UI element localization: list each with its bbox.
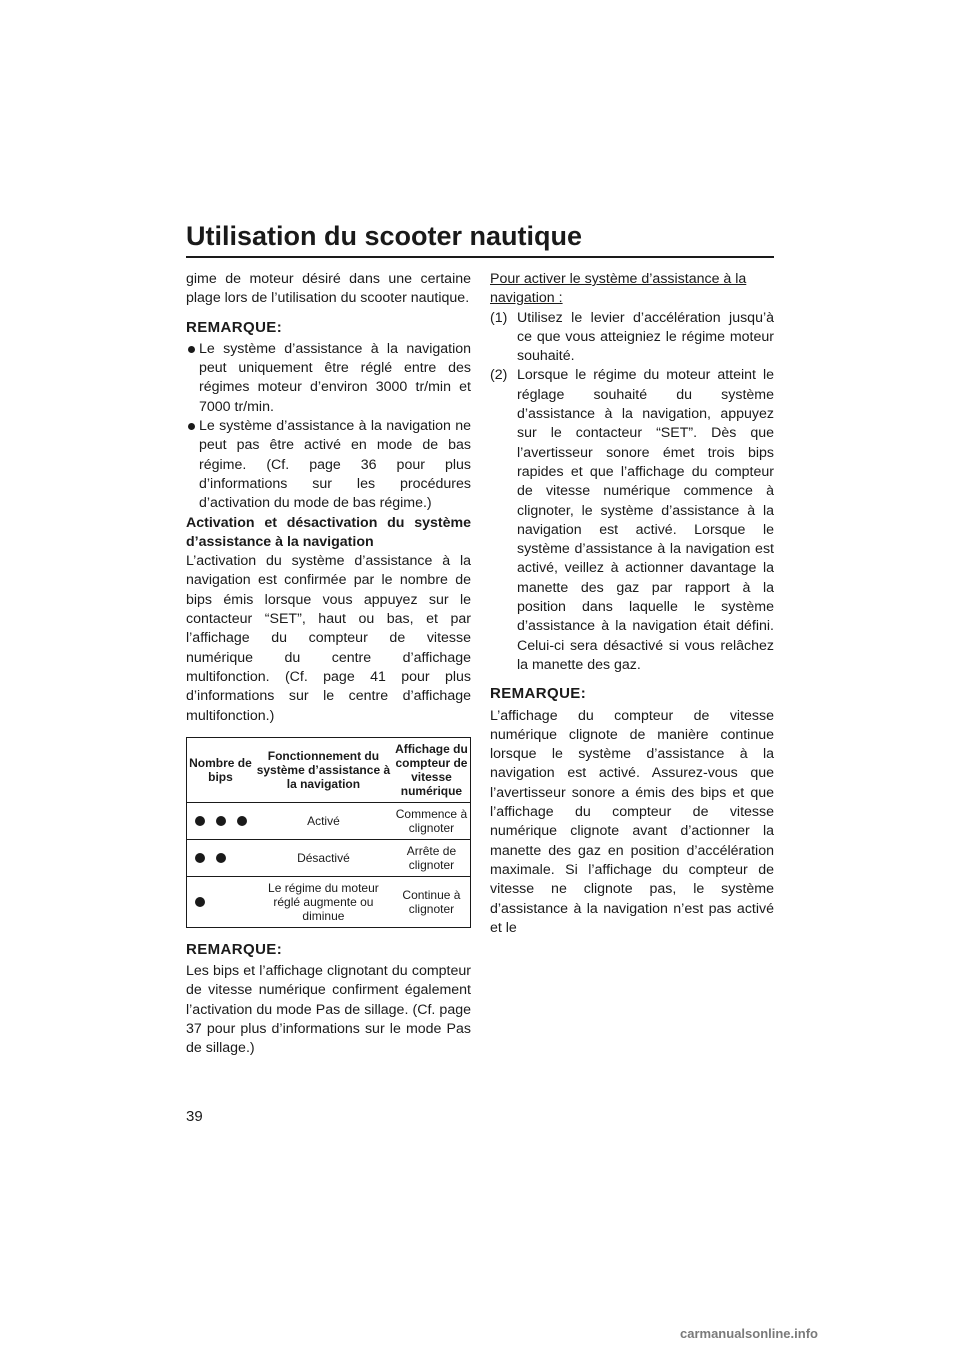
header-display: Affichage du compteur de vitesse numérique: [393, 737, 471, 802]
table-row: [187, 839, 471, 876]
bullet-icon: [188, 346, 195, 353]
intro-paragraph: gime de moteur désiré dans une certaine plage lors de l’utilisation du scooter nautique.: [186, 271, 471, 307]
beep-count-cell: [187, 802, 254, 839]
remark-heading: REMARQUE:: [490, 685, 587, 703]
remark-paragraph: Les bips et l’affichage clignotant du compteur de vitesse numérique confirment également l’activation du mode Pas de sillage. (Cf. page 37 pour plus d’informations sur le mode Pas de sillage.): [186, 963, 471, 1057]
body-paragraph: L’activation du système d’assistance à la navigation est confirmée par le nombre de bips émis lorsque vous appuyez sur le contacteur “SET”, haut ou bas, et par l’affichage du compteur de vitesse numérique du centre d’affichage multifonction. (Cf. page 41 pour plus d’informations sur le centre d’affichage multifonction.): [186, 553, 471, 724]
beep-dot-icon: [195, 853, 205, 863]
bullet-text: Le système d’assistance à la navigation ne peut pas être activé en mode de bas régime. (Cf. page 36 pour plus d’informations sur les procédures d’activation du mode de bas régime.): [199, 418, 471, 512]
remark-heading: REMARQUE:: [186, 318, 283, 336]
remark-bullet-list: [186, 340, 471, 514]
table-row: [187, 802, 471, 839]
step-text: Lorsque le régime du moteur atteint le réglage souhaité du système d’assistance à la navigation, appuyez sur le contacteur “SET”. Dès que l’avertisseur sonore émet trois bips rapides et que l’affichage du compteur de vitesse numérique commence à clignoter, le système d’assistance à la navigation est activé. Lorsque le système d’assistance à la navigation est activé, veillez à actionner davantage la manette des gaz par rapport à la position dans laquelle le système d’assistance à la navigation était défini. Celui-ci sera désactivé si vous relâchez la manette des gaz.: [517, 367, 774, 673]
beep-dot-icon: [216, 853, 226, 863]
page-number: 39: [186, 1108, 203, 1125]
beep-dot-icon: [216, 816, 226, 826]
step-number: (1): [490, 309, 508, 326]
step-number: (2): [490, 367, 508, 384]
list-item: [490, 366, 774, 675]
table-row: [187, 876, 471, 927]
section-subheading: Activation et désactivation du système d’assistance à la navigation: [186, 514, 471, 550]
beeps-table: [186, 737, 471, 928]
list-item: [186, 417, 471, 513]
display-cell: Arrête de clignoter: [393, 839, 471, 876]
right-column: [490, 270, 774, 938]
bullet-icon: [188, 423, 195, 430]
beep-dots: [189, 853, 252, 863]
header-beeps: Nombre de bips: [187, 737, 254, 802]
beep-dot-icon: [237, 816, 247, 826]
function-cell: Le régime du moteur réglé augmente ou diminue: [254, 876, 393, 927]
bullet-text: Le système d’assistance à la navigation peut uniquement être réglé entre des régimes moteur d’environ 3000 tr/min et 7000 tr/min.: [199, 340, 471, 415]
remark-heading: REMARQUE:: [186, 940, 283, 958]
list-item: [186, 340, 471, 417]
beep-dot-icon: [195, 897, 205, 907]
display-cell: Commence à clignoter: [393, 802, 471, 839]
page-title: Utilisation du scooter nautique: [186, 221, 583, 251]
remark-paragraph: L’affichage du compteur de vitesse numérique clignote de manière continue lorsque le système d’assistance à la navigation est activé. Assurez-vous que l’avertisseur sonore a émis des bips et que l’affichage du compteur de vitesse numérique clignote avant d’actionner la manette des gaz en position d’accélération maximale. Si l’affichage du compteur de vitesse ne clignote pas, le système d’assistance à la navigation n’est pas activé et le: [490, 707, 774, 936]
watermark: carmanualsonline.info: [680, 1326, 818, 1341]
beep-dot-icon: [195, 816, 205, 826]
display-cell: Continue à clignoter: [393, 876, 471, 927]
header-function: Fonctionnement du système d’assistance à la navigation: [254, 737, 393, 802]
function-cell: Activé: [254, 802, 393, 839]
header-rule: [186, 256, 774, 258]
procedure-steps: [490, 309, 774, 676]
beep-count-cell: [187, 876, 254, 927]
beep-dots: [189, 816, 252, 826]
step-text: Utilisez le levier d’accélération jusqu’à ce que vous atteigniez le régime moteur souhaité.: [517, 309, 774, 365]
beep-count-cell: [187, 839, 254, 876]
beep-dots: [189, 897, 252, 907]
function-cell: Désactivé: [254, 839, 393, 876]
table-header-row: [187, 737, 471, 802]
list-item: [490, 309, 774, 367]
procedure-heading: Pour activer le système d’assistance à la navigation :: [490, 271, 747, 307]
left-column: [186, 270, 471, 1059]
